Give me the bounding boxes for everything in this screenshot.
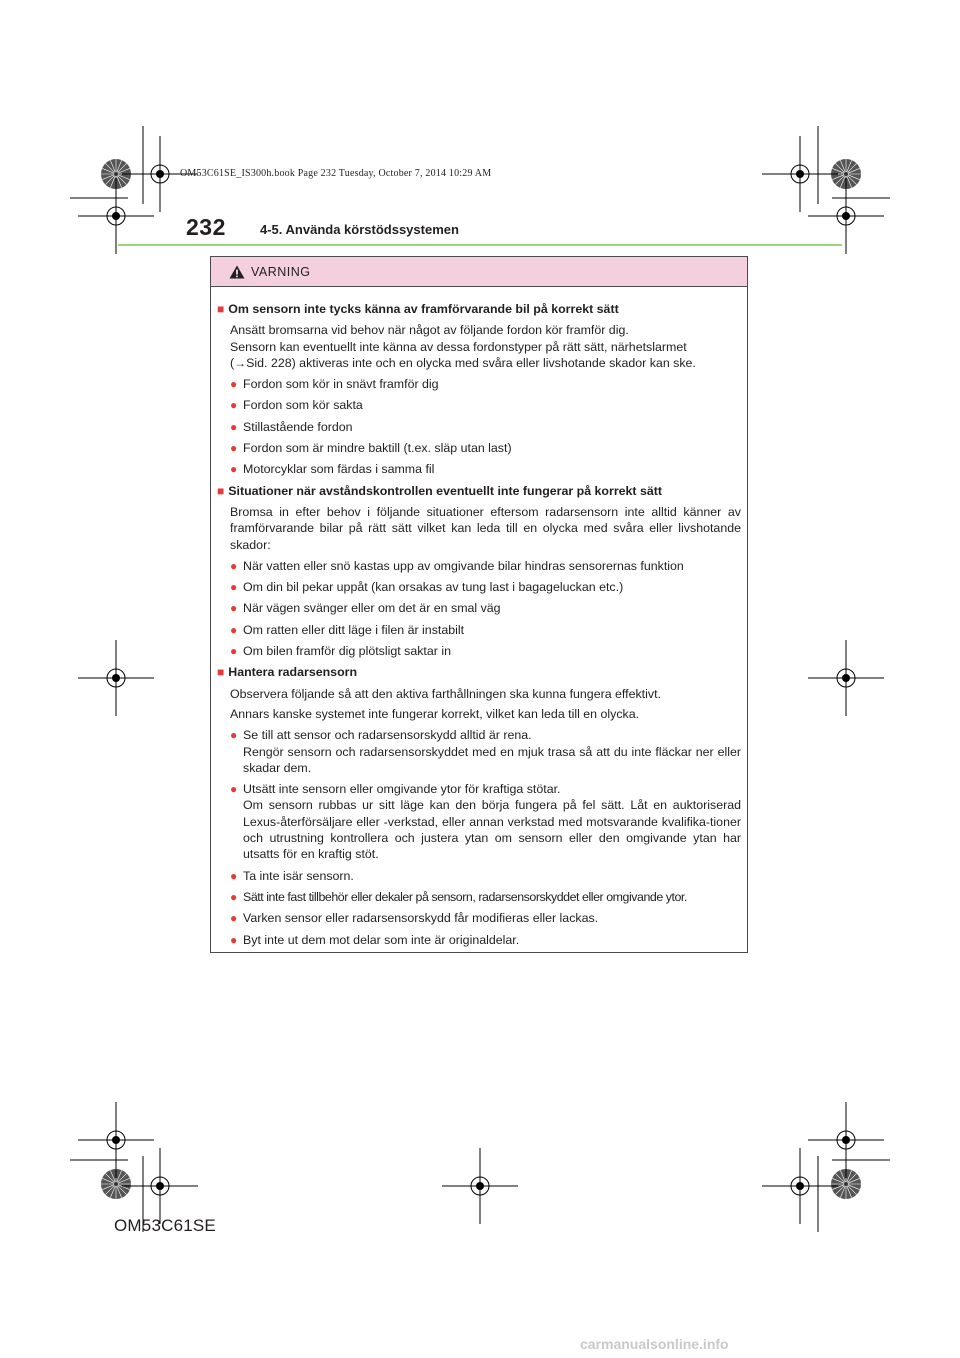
- section-title: 4-5. Använda körstödssystemen: [260, 222, 459, 237]
- bullet-icon: ●: [230, 441, 238, 456]
- list-item: ● Ta inte isär sensorn.: [230, 868, 354, 883]
- section-heading: ■ Situationer när avståndskontrollen eventuellt inte fungerar på korrekt sätt: [217, 483, 663, 498]
- bullet-icon: ●: [230, 889, 238, 904]
- list-item: ● Om ratten eller ditt läge i filen är instabilt: [230, 622, 465, 637]
- list-item: ● Fordon som är mindre baktill (t.ex. släp utan last): [230, 441, 512, 456]
- square-bullet-icon: ■: [217, 483, 225, 498]
- list-item: ● Om bilen framför dig plötsligt saktar in: [230, 644, 451, 659]
- bullet-icon: ●: [230, 932, 238, 947]
- page-number: 232: [186, 214, 226, 240]
- bullet-icon: ●: [230, 868, 238, 883]
- registration-mark-icon: [808, 178, 884, 254]
- bullet-icon: ●: [230, 622, 238, 637]
- footer-watermark: carmanualsonline.info: [580, 1336, 729, 1352]
- registration-mark-icon: [762, 136, 838, 212]
- bullet-icon: ●: [230, 580, 238, 595]
- list-item: ● När vatten eller snö kastas upp av omgivande bilar hindras sensorernas funktion: [230, 558, 684, 573]
- page-reference: Sid. 228) aktiveras inte och en olycka med svåra eller livshotande skador kan ske.: [246, 355, 696, 370]
- square-bullet-icon: ■: [217, 302, 225, 316]
- registration-mark-icon: [122, 1148, 198, 1224]
- registration-mark-icon: [78, 640, 154, 716]
- arrow-icon: →: [234, 355, 247, 370]
- paragraph: Observera följande så att den aktiva farthållningen ska kunna fungera effektivt.: [230, 686, 661, 701]
- list-item: ● Sätt inte fast tillbehör eller dekaler på sensorn, radarsensorskyddet eller omgivande ytor.: [230, 889, 687, 904]
- list-item: ● Stillastående fordon: [230, 419, 353, 434]
- warning-box: [210, 256, 748, 953]
- section-heading: ■ Om sensorn inte tycks känna av framförvarande bil på korrekt sätt: [217, 302, 619, 316]
- bullet-icon: ●: [230, 728, 238, 743]
- document-code: OM53C61SE: [114, 1216, 216, 1235]
- print-header: OM53C61SE_IS300h.book Page 232 Tuesday, October 7, 2014 10:29 AM: [180, 168, 492, 179]
- bullet-icon: ●: [230, 601, 238, 616]
- list-item: ● Motorcyklar som färdas i samma fil: [230, 462, 435, 477]
- registration-mark-icon: [808, 1102, 884, 1178]
- list-item: ● Om din bil pekar uppåt (kan orsakas av tung last i bagageluckan etc.): [230, 580, 624, 595]
- list-item: ● Byt inte ut dem mot delar som inte är originaldelar.: [230, 932, 520, 947]
- list-item: ● När vägen svänger eller om det är en smal väg: [230, 601, 501, 616]
- bullet-icon: ●: [230, 462, 238, 477]
- list-item: ● Fordon som kör in snävt framför dig: [230, 377, 439, 392]
- list-item: ● Varken sensor eller radarsensorskydd får modifieras eller lackas.: [230, 911, 599, 926]
- bullet-icon: ●: [230, 398, 238, 413]
- warning-triangle-icon: [229, 265, 245, 279]
- bullet-icon: ●: [230, 911, 238, 926]
- bullet-icon: ●: [230, 644, 238, 659]
- list-item: ● Fordon som kör sakta: [230, 398, 363, 413]
- warning-title: VARNING: [251, 264, 311, 279]
- bullet-icon: ●: [230, 558, 238, 573]
- paragraph: Annars kanske systemet inte fungerar korrekt, vilket kan leda till en olycka.: [230, 706, 640, 721]
- section-heading: ■ Hantera radarsensorn: [217, 665, 358, 680]
- list-item: ● Utsätt inte sensorn eller omgivande ytor för kraftiga stötar. Om sensorn rubbas ur sitt läge kan den börja fungera på fel sätt. Låt en auktoriserad Lexus-återförsäljare eller -verkstad, eller annan verkstad med motsvarande kvalifika-tioner och utrustning kontrollera och justera ytan om sensorn eller den omgivande ytan har utsatts för en kraftig stöt.: [230, 782, 741, 862]
- registration-mark-icon: [762, 1148, 838, 1224]
- registration-mark-icon: [808, 640, 884, 716]
- bullet-icon: ●: [230, 419, 238, 434]
- paragraph: Ansätt bromsarna vid behov när något av följande fordon kör framför dig. Sensorn kan eventuellt inte känna av dessa fordonstyper på rätt sätt, närhetslarmet (→Sid. 228) aktiveras inte och en olycka med svåra eller livshotande skador kan ske.: [230, 323, 696, 370]
- paragraph: Bromsa in efter behov i följande situationer eftersom radarsensorn inte alltid känner av framförvarande bilar på rätt sätt vilket kan leda till en olycka med svåra eller livshotande skador:: [230, 504, 741, 552]
- bullet-icon: ●: [230, 377, 238, 392]
- bullet-icon: ●: [230, 782, 238, 797]
- warning-header: [211, 257, 747, 287]
- list-item: ● Se till att sensor och radarsensorskydd alltid är rena. Rengör sensorn och radarsensorskyddet med en mjuk trasa så att du inte fläckar ner eller skadar dem.: [230, 728, 741, 775]
- warning-body: [211, 287, 747, 948]
- square-bullet-icon: ■: [217, 665, 225, 680]
- header-rule: [118, 244, 842, 246]
- registration-mark-icon: [442, 1148, 518, 1224]
